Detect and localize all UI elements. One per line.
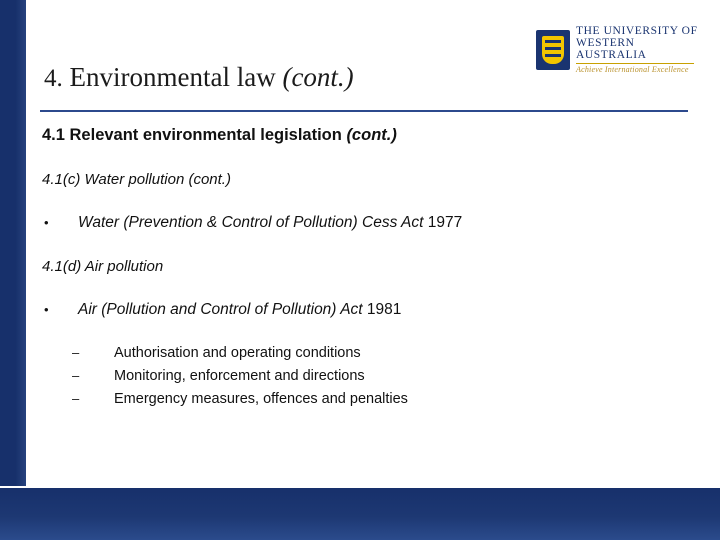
sub-bullet-marker: – bbox=[72, 345, 80, 360]
heading-level-2-air: 4.1(d) Air pollution bbox=[42, 258, 164, 275]
bullet-text-italic: Air (Pollution and Control of Pollution) Act bbox=[78, 301, 363, 318]
list-item bbox=[40, 345, 700, 361]
left-accent-bar bbox=[0, 0, 26, 540]
bullet-text bbox=[78, 301, 401, 319]
bullet-text-italic: Water (Prevention & Control of Pollution) Cess Act bbox=[78, 214, 424, 231]
list-item bbox=[40, 214, 700, 232]
title-main: Environmental law bbox=[69, 62, 276, 92]
heading-level-1 bbox=[42, 126, 700, 145]
bullet-marker: • bbox=[44, 302, 49, 317]
logo-line-2: WESTERN AUSTRALIA bbox=[576, 37, 647, 62]
bottom-accent-bar bbox=[0, 488, 720, 540]
logo-line-1: THE UNIVERSITY OF bbox=[576, 25, 698, 38]
logo-divider bbox=[576, 63, 694, 64]
sub-bullet-marker: – bbox=[72, 391, 80, 406]
bullet-marker: • bbox=[44, 215, 49, 230]
bullet-text bbox=[78, 214, 462, 232]
crest-icon bbox=[536, 30, 570, 70]
logo-text bbox=[576, 25, 702, 75]
list-item bbox=[40, 368, 700, 384]
heading-level-2-water: 4.1(c) Water pollution (cont.) bbox=[42, 171, 231, 188]
heading-level-1-main: 4.1 Relevant environmental legislation bbox=[42, 126, 347, 144]
bullet-text-roman: 1981 bbox=[362, 301, 402, 318]
bullet-text-roman: 1977 bbox=[423, 214, 463, 231]
sub-bullet-text: Authorisation and operating conditions bbox=[114, 345, 361, 361]
title-italic: (cont.) bbox=[282, 62, 354, 92]
page-title bbox=[44, 62, 354, 93]
title-divider bbox=[40, 110, 688, 112]
heading-level-1-italic: (cont.) bbox=[346, 126, 397, 144]
slide-content bbox=[40, 126, 700, 414]
sub-bullet-marker: – bbox=[72, 368, 80, 383]
sub-bullet-text: Emergency measures, offences and penalties bbox=[114, 391, 408, 407]
list-item bbox=[40, 391, 700, 407]
university-logo bbox=[536, 26, 702, 74]
logo-tagline: Achieve International Excellence bbox=[576, 65, 689, 75]
list-item bbox=[40, 301, 700, 319]
title-number: 4. bbox=[44, 65, 63, 92]
sub-bullet-text: Monitoring, enforcement and directions bbox=[114, 368, 365, 384]
